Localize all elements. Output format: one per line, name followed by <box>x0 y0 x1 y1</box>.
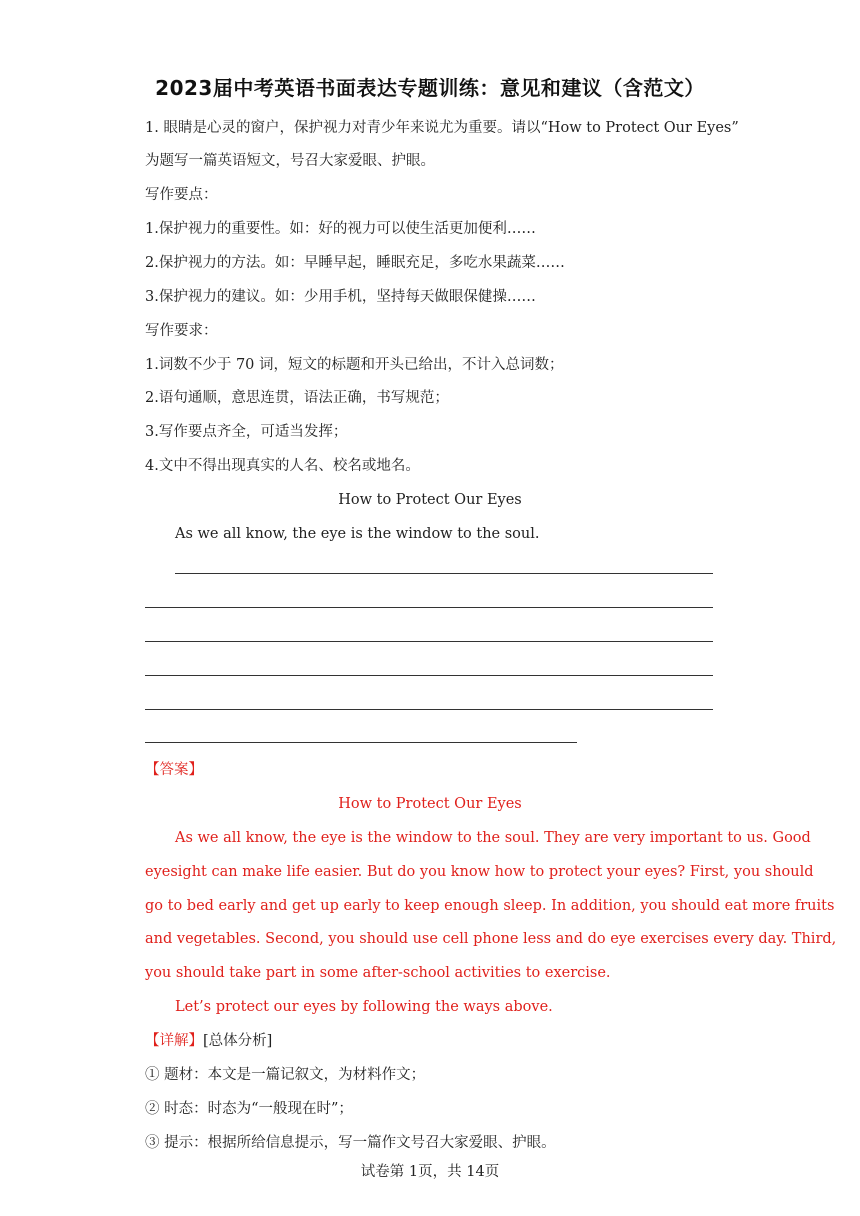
point-item: 1.保护视力的重要性。如：好的视力可以使生活更加便利…… <box>145 221 536 237</box>
analysis-heading: [总体分析] <box>203 1033 273 1049</box>
answer-body-line: you should take part in some after-school activities to exercise. <box>145 965 611 981</box>
answer-blank-line[interactable] <box>145 742 577 743</box>
requirement-item: 4.文中不得出现真实的人名、校名或地名。 <box>145 458 420 474</box>
answer-body-line: and vegetables. Second, you should use cell phone less and do eye exercises every day. Third, <box>145 931 837 947</box>
answer-body-line: eyesight can make life easier. But do you know how to protect your eyes? First, you should <box>145 864 814 880</box>
analysis-item: ② 时态：时态为“一般现在时”； <box>145 1101 353 1117</box>
analysis-item: ③ 提示：根据所给信息提示，写一篇作文号召大家爱眼、护眼。 <box>145 1135 556 1151</box>
point-item: 3.保护视力的建议。如：少用手机，坚持每天做眼保健操…… <box>145 289 536 305</box>
question-prompt-line-1: 1. 眼睛是心灵的窗户，保护视力对青少年来说尤为重要。请以“How to Protect Our Eyes” <box>145 120 739 136</box>
essay-opening: As we all know, the eye is the window to the soul. <box>175 526 540 542</box>
answer-blank-line[interactable] <box>145 641 713 642</box>
answer-body-line: go to bed early and get up early to keep enough sleep. In addition, you should eat more fruits <box>145 898 835 914</box>
requirement-item: 1.词数不少于 70 词，短文的标题和开头已给出，不计入总词数； <box>145 357 564 373</box>
analysis-header <box>145 1031 725 1051</box>
point-item: 2.保护视力的方法。如：早睡早起，睡眠充足，多吃水果蔬菜…… <box>145 255 565 271</box>
analysis-label: 【详解】 <box>145 1033 203 1049</box>
question-prompt-line-2: 为题写一篇英语短文，号召大家爱眼、护眼。 <box>145 153 435 169</box>
page-footer: 试卷第 1页，共 14页 <box>360 1164 500 1180</box>
answer-body-line: As we all know, the eye is the window to the soul. They are very important to us. Good <box>175 830 811 846</box>
answer-title: How to Protect Our Eyes <box>338 796 522 812</box>
analysis-item: ① 题材：本文是一篇记叙文，为材料作文； <box>145 1067 426 1083</box>
answer-blank-line[interactable] <box>175 573 713 574</box>
answer-label: 【答案】 <box>145 762 203 778</box>
requirement-item: 2.语句通顺，意思连贯，语法正确，书写规范； <box>145 390 449 406</box>
essay-title: How to Protect Our Eyes <box>338 492 522 508</box>
points-heading: 写作要点： <box>145 187 218 203</box>
answer-blank-line[interactable] <box>145 607 713 608</box>
page-title: 2023届中考英语书面表达专题训练：意见和建议（含范文） <box>155 76 705 100</box>
answer-blank-line[interactable] <box>145 709 713 710</box>
answer-closing: Let’s protect our eyes by following the ways above. <box>175 999 553 1015</box>
requirement-item: 3.写作要点齐全，可适当发挥； <box>145 424 348 440</box>
requirements-heading: 写作要求： <box>145 323 218 339</box>
answer-blank-line[interactable] <box>145 675 713 676</box>
